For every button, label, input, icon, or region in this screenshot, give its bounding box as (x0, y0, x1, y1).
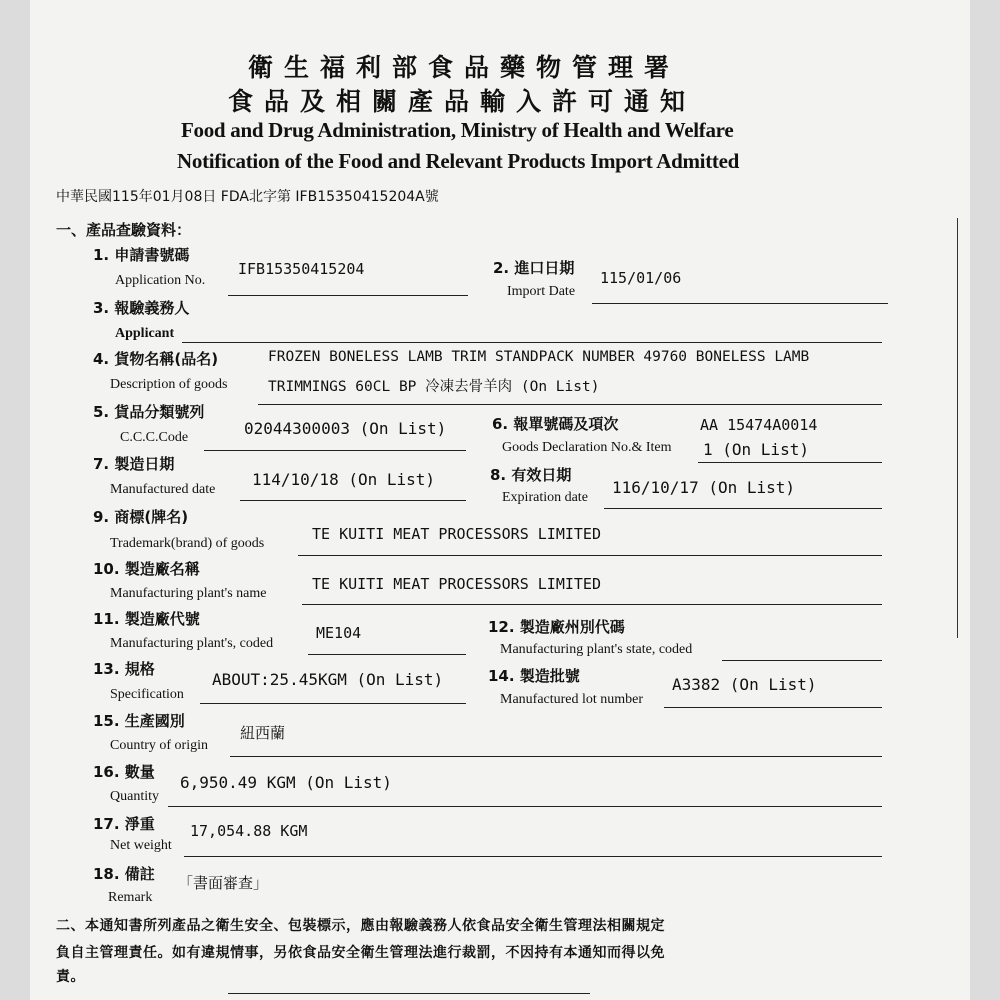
plant-code-label-en: Manufacturing plant's, coded (110, 636, 274, 651)
country-value: 紐西蘭 (240, 724, 286, 742)
right-border-line (957, 218, 958, 638)
import-date-value: 115/01/06 (600, 269, 682, 287)
plant-name-label-en: Manufacturing plant's name (110, 586, 267, 601)
application-no-value: IFB15350415204 (238, 260, 365, 278)
lot-number-value: A3382 (On List) (672, 675, 817, 694)
plant-state-label-en: Manufacturing plant's state, coded (500, 642, 693, 657)
plant-name-label-zh: 10. 製造廠名稱 (93, 560, 200, 578)
section1-title: 一、產品查驗資料： (56, 221, 192, 239)
import-date-label-zh: 2. 進口日期 (493, 259, 575, 277)
ccc-code-value: 02044300003 (On List) (244, 419, 447, 438)
trademark-value: TE KUITI MEAT PROCESSORS LIMITED (312, 525, 601, 543)
notice-title-zh: 食品及相關產品輸入許可通知 (228, 87, 697, 116)
agency-title-zh: 衛生福利部食品藥物管理署 (248, 53, 681, 82)
description-value-line1: FROZEN BONELESS LAMB TRIM STANDPACK NUMBER 49760 BONELESS LAMB (268, 349, 810, 365)
specification-label-zh: 13. 規格 (93, 660, 155, 678)
plant-state-label-zh: 12. 製造廠州別代碼 (488, 618, 625, 636)
specification-label-en: Specification (110, 687, 184, 702)
expiration-date-label-en: Expiration date (502, 490, 588, 505)
country-label-en: Country of origin (110, 738, 208, 753)
remark-label-en: Remark (108, 890, 153, 905)
applicant-label-zh: 3. 報驗義務人 (93, 299, 190, 317)
document-reference: 中華民國115年01月08日 FDA北字第 IFB15350415204A號 (56, 189, 439, 205)
net-weight-label-en: Net weight (110, 838, 172, 853)
section2-line1: 二、本通知書所列產品之衛生安全、包裝標示，應由報驗義務人依食品安全衛生管理法相關規定 (56, 918, 665, 934)
ccc-code-label-zh: 5. 貨品分類號列 (93, 403, 205, 421)
net-weight-value: 17,054.88 KGM (190, 822, 308, 840)
agency-title-en: Food and Drug Administration, Ministry of Health and Welfare (181, 118, 734, 142)
applicant-label-en: Applicant (115, 326, 175, 341)
goods-declaration-label-en: Goods Declaration No.& Item (502, 440, 672, 455)
remark-value: 「書面審查」 (178, 874, 269, 892)
import-date-label-en: Import Date (507, 284, 576, 299)
net-weight-label-zh: 17. 淨重 (93, 815, 155, 833)
ccc-code-label-en: C.C.C.Code (120, 430, 189, 445)
manufactured-date-value: 114/10/18 (On List) (252, 470, 436, 489)
specification-value: ABOUT:25.45KGM (On List) (212, 670, 444, 689)
application-no-label-en: Application No. (115, 273, 206, 288)
quantity-label-zh: 16. 數量 (93, 763, 155, 781)
trademark-label-en: Trademark(brand) of goods (110, 536, 265, 551)
country-label-zh: 15. 生產國別 (93, 712, 185, 730)
quantity-value: 6,950.49 KGM (On List) (180, 773, 392, 792)
notice-title-en: Notification of the Food and Relevant Products Import Admitted (177, 149, 739, 173)
expiration-date-value: 116/10/17 (On List) (612, 478, 796, 497)
plant-code-label-zh: 11. 製造廠代號 (93, 610, 200, 628)
description-value-line2: TRIMMINGS 60CL BP 冷凍去骨羊肉 (On List) (268, 379, 600, 395)
description-label-en: Description of goods (110, 377, 228, 392)
quantity-label-en: Quantity (110, 789, 159, 804)
plant-name-value: TE KUITI MEAT PROCESSORS LIMITED (312, 575, 601, 593)
goods-declaration-value-line1: AA 15474A0014 (700, 416, 818, 434)
manufactured-date-label-zh: 7. 製造日期 (93, 455, 175, 473)
trademark-label-zh: 9. 商標(牌名) (93, 508, 189, 526)
goods-declaration-value-line2: 1 (On List) (703, 440, 809, 459)
application-no-label-zh: 1. 申請書號碼 (93, 246, 190, 264)
plant-code-value: ME104 (316, 624, 362, 642)
manufactured-date-label-en: Manufactured date (110, 482, 216, 497)
lot-number-label-zh: 14. 製造批號 (488, 667, 580, 685)
goods-declaration-label-zh: 6. 報單號碼及項次 (492, 415, 619, 433)
section2-line3: 責。 (56, 969, 85, 985)
expiration-date-label-zh: 8. 有效日期 (490, 466, 572, 484)
lot-number-label-en: Manufactured lot number (500, 692, 644, 707)
remark-label-zh: 18. 備註 (93, 865, 155, 883)
description-label-zh: 4. 貨物名稱(品名) (93, 350, 219, 368)
section2-line2: 負自主管理責任。如有違規情事，另依食品安全衛生管理法進行裁罰，不因持有本通知而得以免 (56, 945, 665, 961)
